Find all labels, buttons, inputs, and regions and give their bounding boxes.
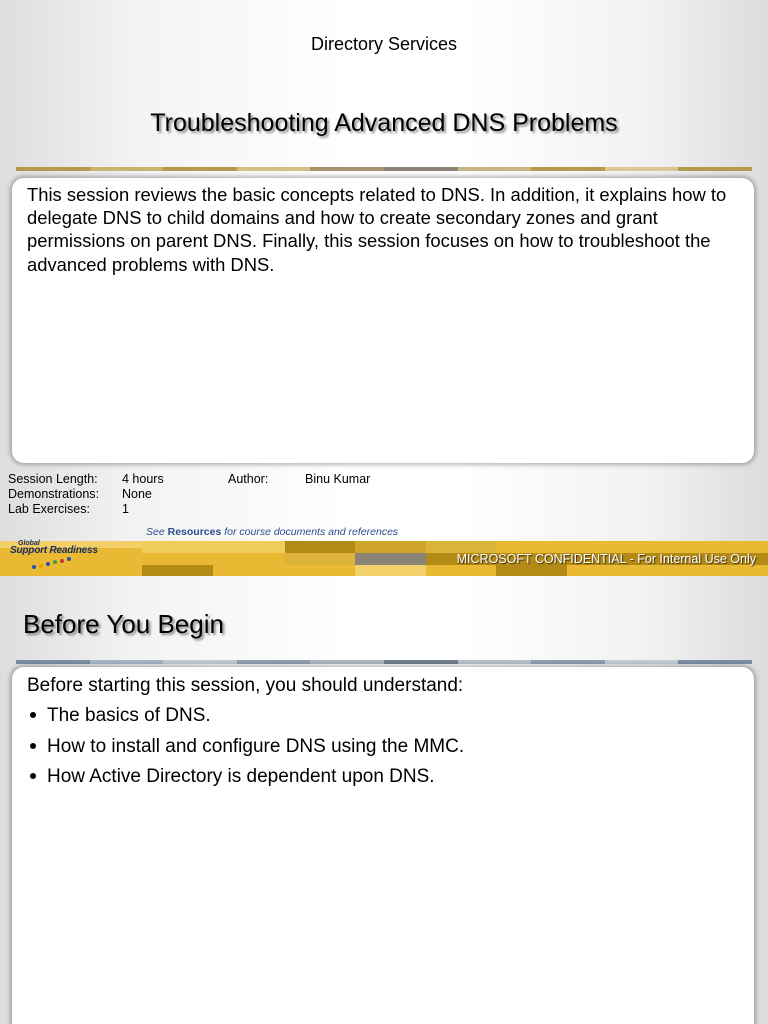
resources-note — [146, 526, 398, 538]
prerequisites-content — [27, 674, 743, 797]
prerequisites-list — [27, 705, 743, 797]
author-label: Author: — [228, 472, 269, 486]
prerequisites-slide — [0, 580, 768, 1024]
resources-link[interactable]: Resources — [167, 526, 222, 538]
title-divider — [16, 167, 752, 171]
confidential-notice: MICROSOFT CONFIDENTIAL - For Internal Use Only — [456, 552, 756, 566]
list-item: How Active Directory is dependent upon DNS. — [27, 766, 743, 797]
prerequisites-intro: Before starting this session, you should understand: — [27, 675, 464, 696]
session-info — [8, 472, 408, 518]
description-panel — [12, 178, 754, 463]
session-description: This session reviews the basic concepts related to DNS. In addition, it explains how to delegate DNS to child domains and how to create secondary zones and grant permissions on parent DNS. Finally, this session focuses on how to troubleshoot the advanced problems with DNS. — [27, 184, 727, 275]
lab-exercises-value: 1 — [122, 502, 129, 516]
resources-see-text: See — [146, 526, 165, 538]
bullet-icon — [30, 773, 36, 779]
resources-suffix: for course documents and references — [224, 526, 399, 538]
prerequisites-panel — [12, 667, 754, 1024]
list-item: How to install and configure DNS using the MMC. — [27, 736, 743, 767]
bullet-icon — [30, 712, 36, 718]
support-readiness-logo: Global Support Readiness — [6, 540, 121, 574]
demonstrations-label: Demonstrations: — [8, 487, 100, 501]
lab-exercises-label: Lab Exercises: — [8, 502, 90, 516]
footer-banner — [0, 524, 768, 580]
slide-heading: Before You Begin — [23, 609, 224, 639]
demonstrations-value: None — [122, 487, 152, 501]
session-length-label: Session Length: — [8, 472, 98, 486]
list-item: The basics of DNS. — [27, 705, 743, 736]
section-label: Directory Services — [310, 34, 458, 54]
slide-title: Troubleshooting Advanced DNS Problems — [150, 109, 618, 137]
heading-divider — [16, 660, 752, 664]
author-value: Binu Kumar — [305, 472, 371, 486]
bullet-icon — [30, 743, 36, 749]
session-length-value: 4 hours — [122, 472, 164, 486]
